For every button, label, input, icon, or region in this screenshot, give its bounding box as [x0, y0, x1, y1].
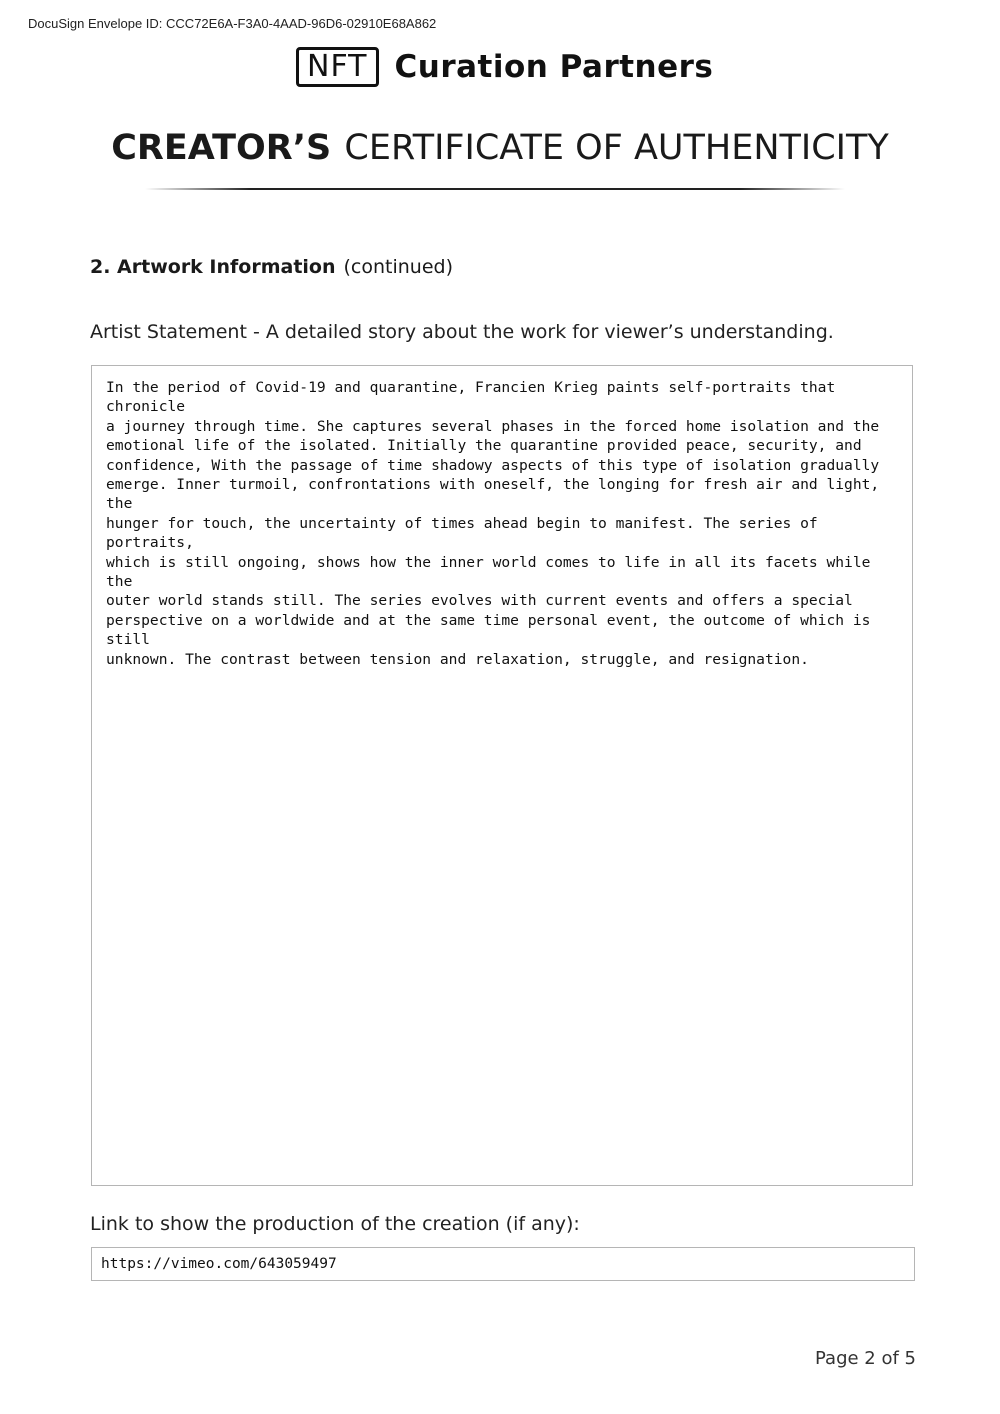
- section-heading-title: 2. Artwork Information: [90, 256, 336, 278]
- section-heading-continued: (continued): [343, 256, 454, 278]
- artist-statement-label: Artist Statement - A detailed story about the work for viewer’s understanding.: [90, 321, 834, 343]
- section-heading: [90, 256, 453, 278]
- certificate-title-bold: CREATOR’S: [111, 128, 332, 168]
- logo-nft-box: NFT: [296, 47, 379, 87]
- production-link-label: Link to show the production of the creation (if any):: [90, 1213, 580, 1235]
- logo-name: Curation Partners: [394, 49, 714, 85]
- nft-curation-partners-logo: [296, 47, 713, 87]
- page-number: Page 2 of 5: [815, 1348, 916, 1369]
- artist-statement-field[interactable]: In the period of Covid-19 and quarantine, Francien Krieg paints self-portraits that chronicle a journey through time. She captures several phases in the forced home isolation and the emotional life of the isolated. Initially the quarantine provided peace, security, and confidence, With the passage of time shadowy aspects of this type of isolation gradually emerge. Inner turmoil, confrontations with oneself, the longing for fresh air and light, the hunger for touch, the uncertainty of times ahead begin to manifest. The series of portraits, which is still ongoing, shows how the inner world comes to life in all its facets while the outer world stands still. The series evolves with current events and offers a special perspective on a worldwide and at the same time personal event, the outcome of which is still unknown. The contrast between tension and relaxation, struggle, and resignation.: [91, 365, 913, 1186]
- certificate-title-rest: CERTIFICATE OF AUTHENTICITY: [344, 128, 889, 168]
- certificate-title: [0, 128, 1000, 168]
- production-link-field[interactable]: https://vimeo.com/643059497: [91, 1247, 915, 1281]
- title-divider: [145, 188, 845, 190]
- docusign-envelope-id: DocuSign Envelope ID: CCC72E6A-F3A0-4AAD-96D6-02910E68A862: [28, 16, 437, 31]
